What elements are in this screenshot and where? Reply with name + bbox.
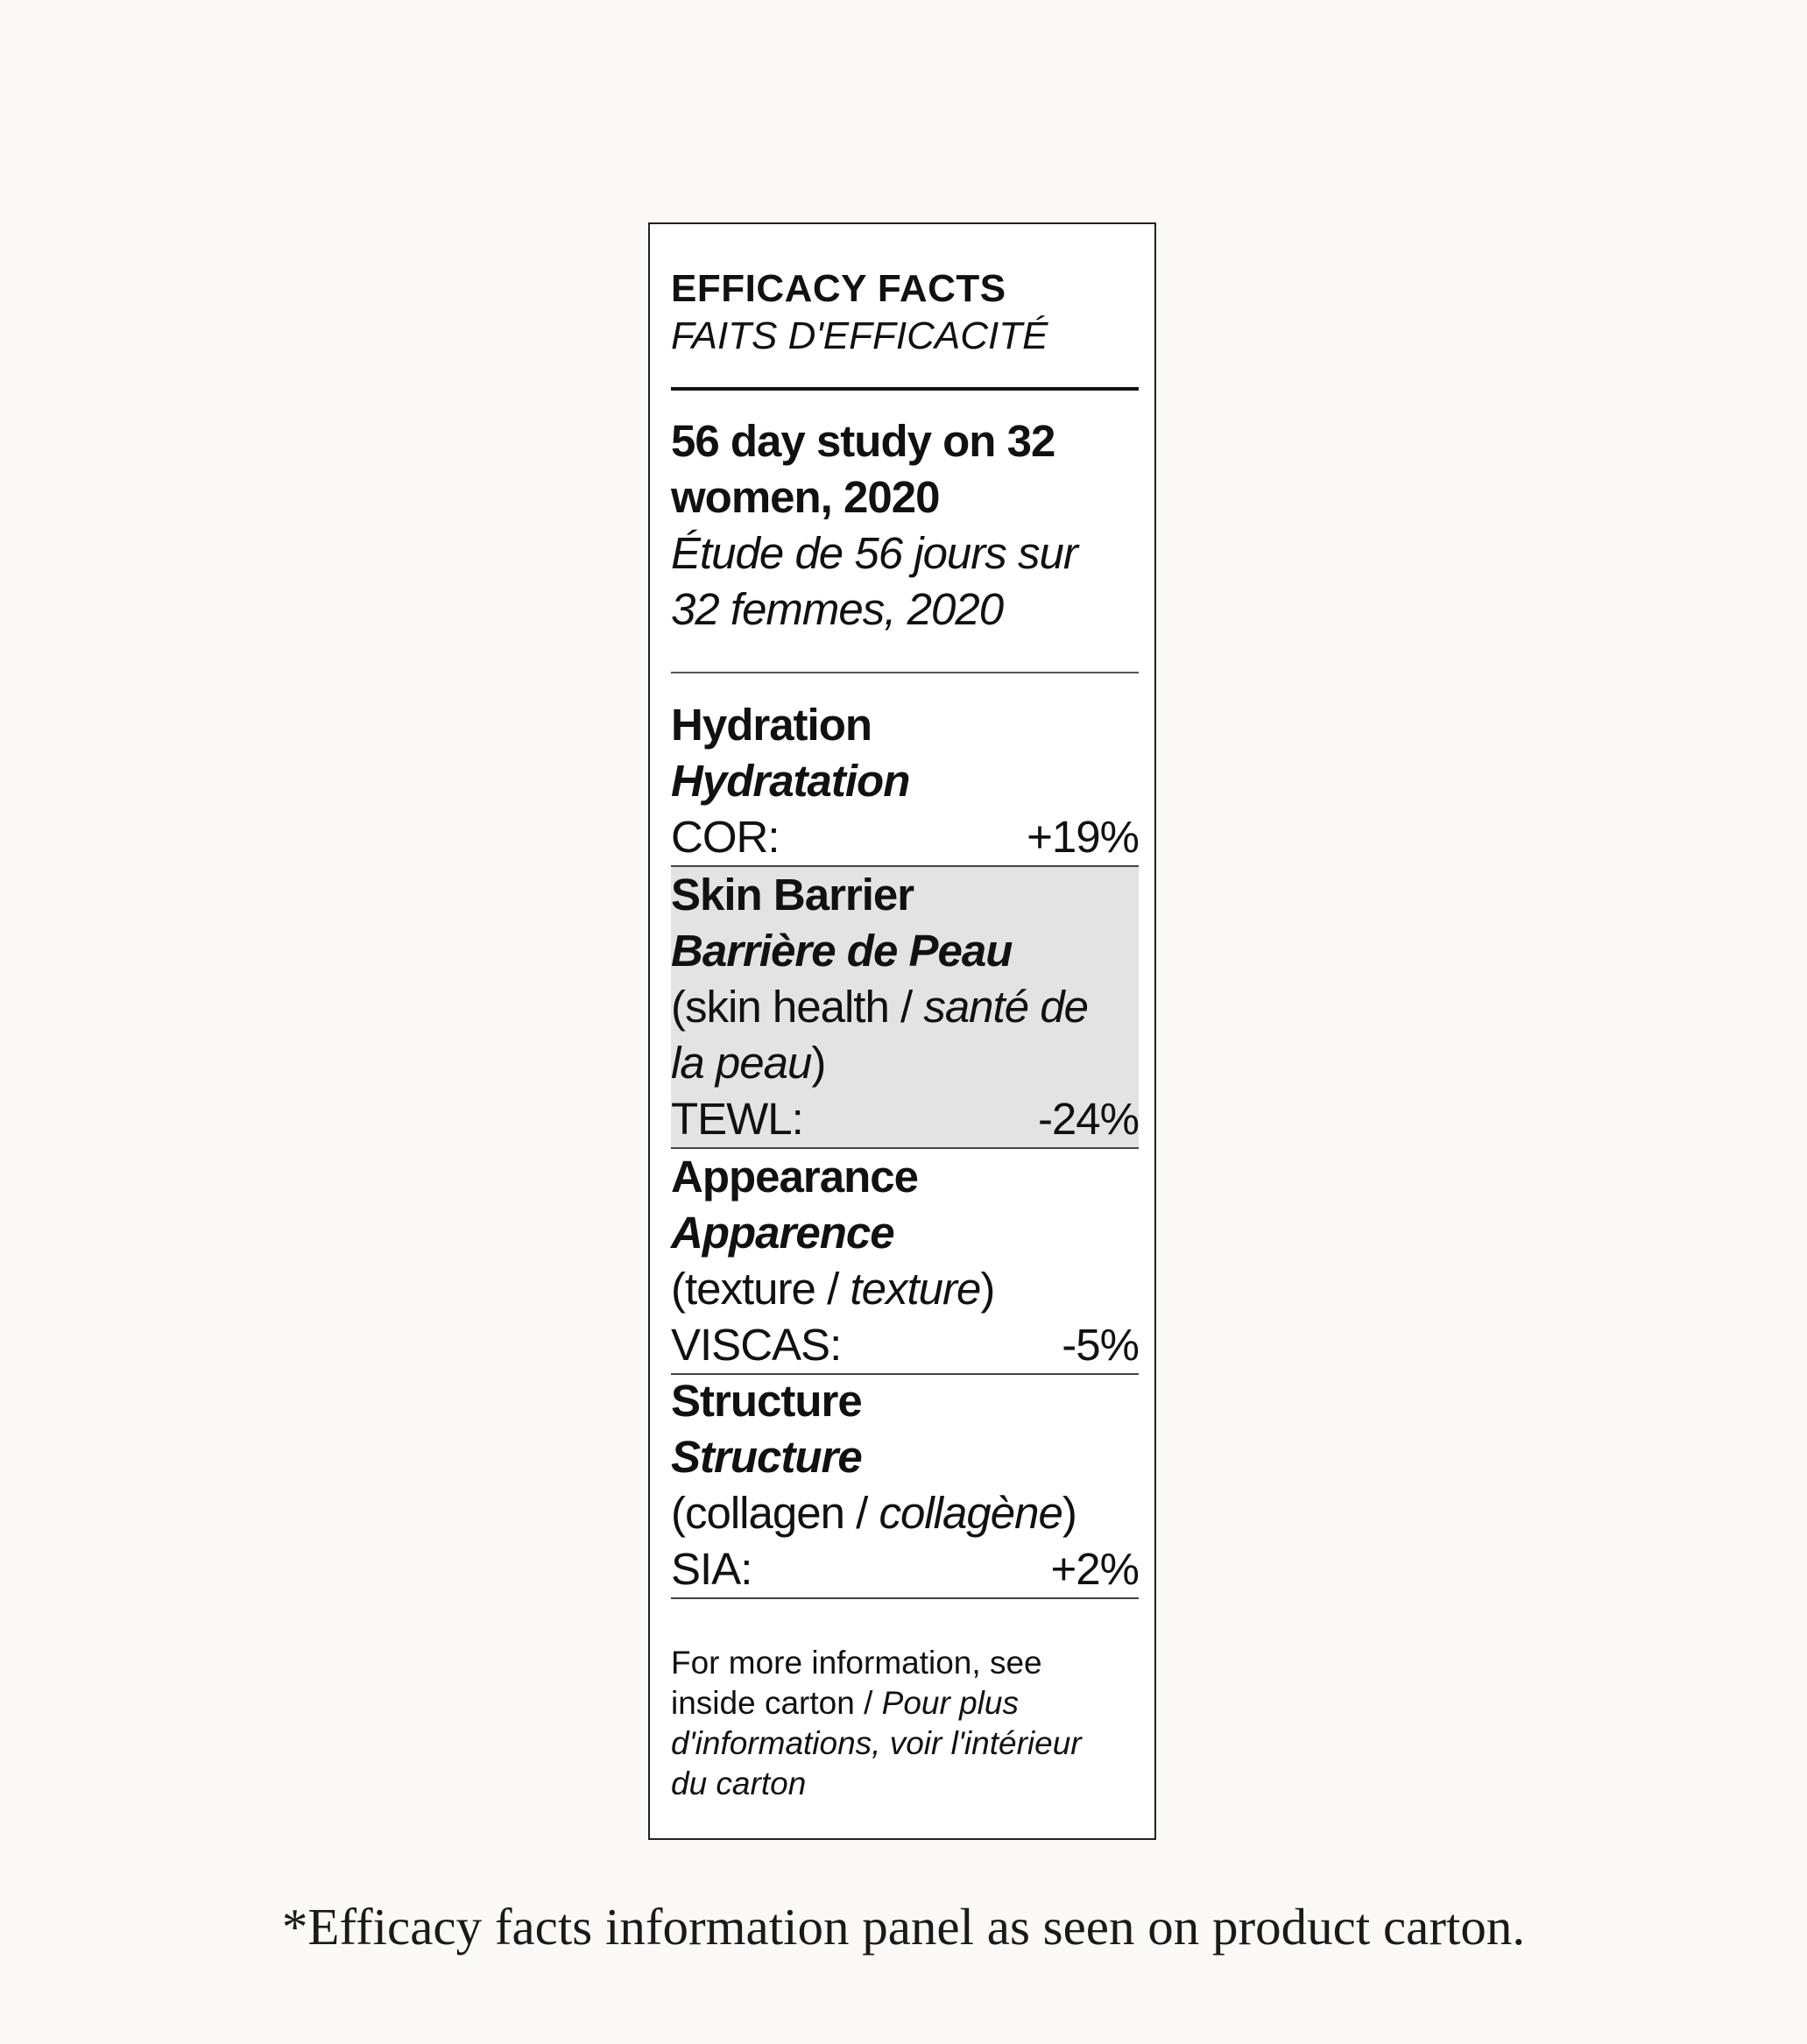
section-metric: [671, 1541, 1139, 1597]
study-line-4-fr: 32 femmes, 2020: [671, 584, 1004, 634]
metric-label: COR:: [671, 812, 780, 862]
footnote-line-2: [671, 1683, 1139, 1723]
section-title-fr: Apparence: [671, 1208, 894, 1258]
metric-label: SIA:: [671, 1544, 752, 1594]
section-title-fr: Hydratation: [671, 756, 910, 806]
desc-fr: texture: [850, 1264, 981, 1314]
section-title-fr: Structure: [671, 1432, 862, 1482]
header-divider: [671, 387, 1139, 391]
section-description: [671, 979, 1139, 1091]
section-description: [671, 1485, 1139, 1541]
footnote-line-4-fr: du carton: [671, 1766, 807, 1801]
section-title: Structure: [671, 1376, 862, 1426]
desc-close: ): [980, 1264, 995, 1314]
section-title: Skin Barrier: [671, 870, 914, 920]
desc-open: (texture /: [671, 1264, 851, 1314]
footnote-line-3-fr: d'informations, voir l'intérieur: [671, 1725, 1082, 1761]
efficacy-facts-panel: [648, 222, 1156, 1840]
desc-fr: collagène: [879, 1488, 1062, 1538]
study-line-1: 56 day study on 32: [671, 416, 1055, 466]
section-metric: [671, 809, 1139, 865]
metric-value: +19%: [1027, 812, 1139, 862]
footnote-line-1: For more information, see: [671, 1645, 1042, 1681]
metric-value: +2%: [1050, 1544, 1139, 1594]
section-title-fr: Barrière de Peau: [671, 926, 1013, 976]
footnote-line-3: [671, 1723, 1139, 1764]
section-appearance: [671, 1149, 1139, 1375]
section-skin-barrier: [671, 867, 1139, 1149]
section-title: Appearance: [671, 1152, 918, 1202]
metric-label: TEWL:: [671, 1094, 803, 1144]
desc-fr-1: santé de: [923, 982, 1088, 1032]
study-line-3-fr: Étude de 56 jours sur: [671, 528, 1077, 578]
panel-title-fr: FAITS D'EFFICACITÉ: [671, 314, 1048, 357]
section-hydration: [671, 697, 1139, 867]
metric-label: VISCAS:: [671, 1320, 842, 1370]
desc-close: ): [811, 1038, 826, 1088]
footnote-line-4: [671, 1764, 1139, 1804]
desc-open: (collagen /: [671, 1488, 879, 1538]
panel-footnote: [671, 1643, 1139, 1804]
section-title: Hydration: [671, 700, 872, 750]
metric-value: -5%: [1062, 1320, 1139, 1370]
desc-fr-2: la peau: [671, 1038, 812, 1088]
section-description: [671, 1261, 1139, 1317]
desc-close: ): [1062, 1488, 1076, 1538]
image-caption: *Efficacy facts information panel as seen on product carton.: [281, 1898, 1526, 1956]
footnote-line-2-fr: Pour plus: [881, 1685, 1019, 1721]
section-metric: [671, 1091, 1139, 1147]
desc-open: (skin health /: [671, 982, 924, 1032]
metric-value: -24%: [1037, 1094, 1139, 1144]
footnote-line-2-en: inside carton /: [671, 1685, 882, 1721]
panel-title: EFFICACY FACTS: [671, 267, 1006, 310]
section-metric: [671, 1317, 1139, 1373]
study-line-2: women, 2020: [671, 472, 940, 522]
study-info: [671, 413, 1139, 638]
section-structure: [671, 1373, 1139, 1599]
study-divider: [671, 672, 1139, 673]
